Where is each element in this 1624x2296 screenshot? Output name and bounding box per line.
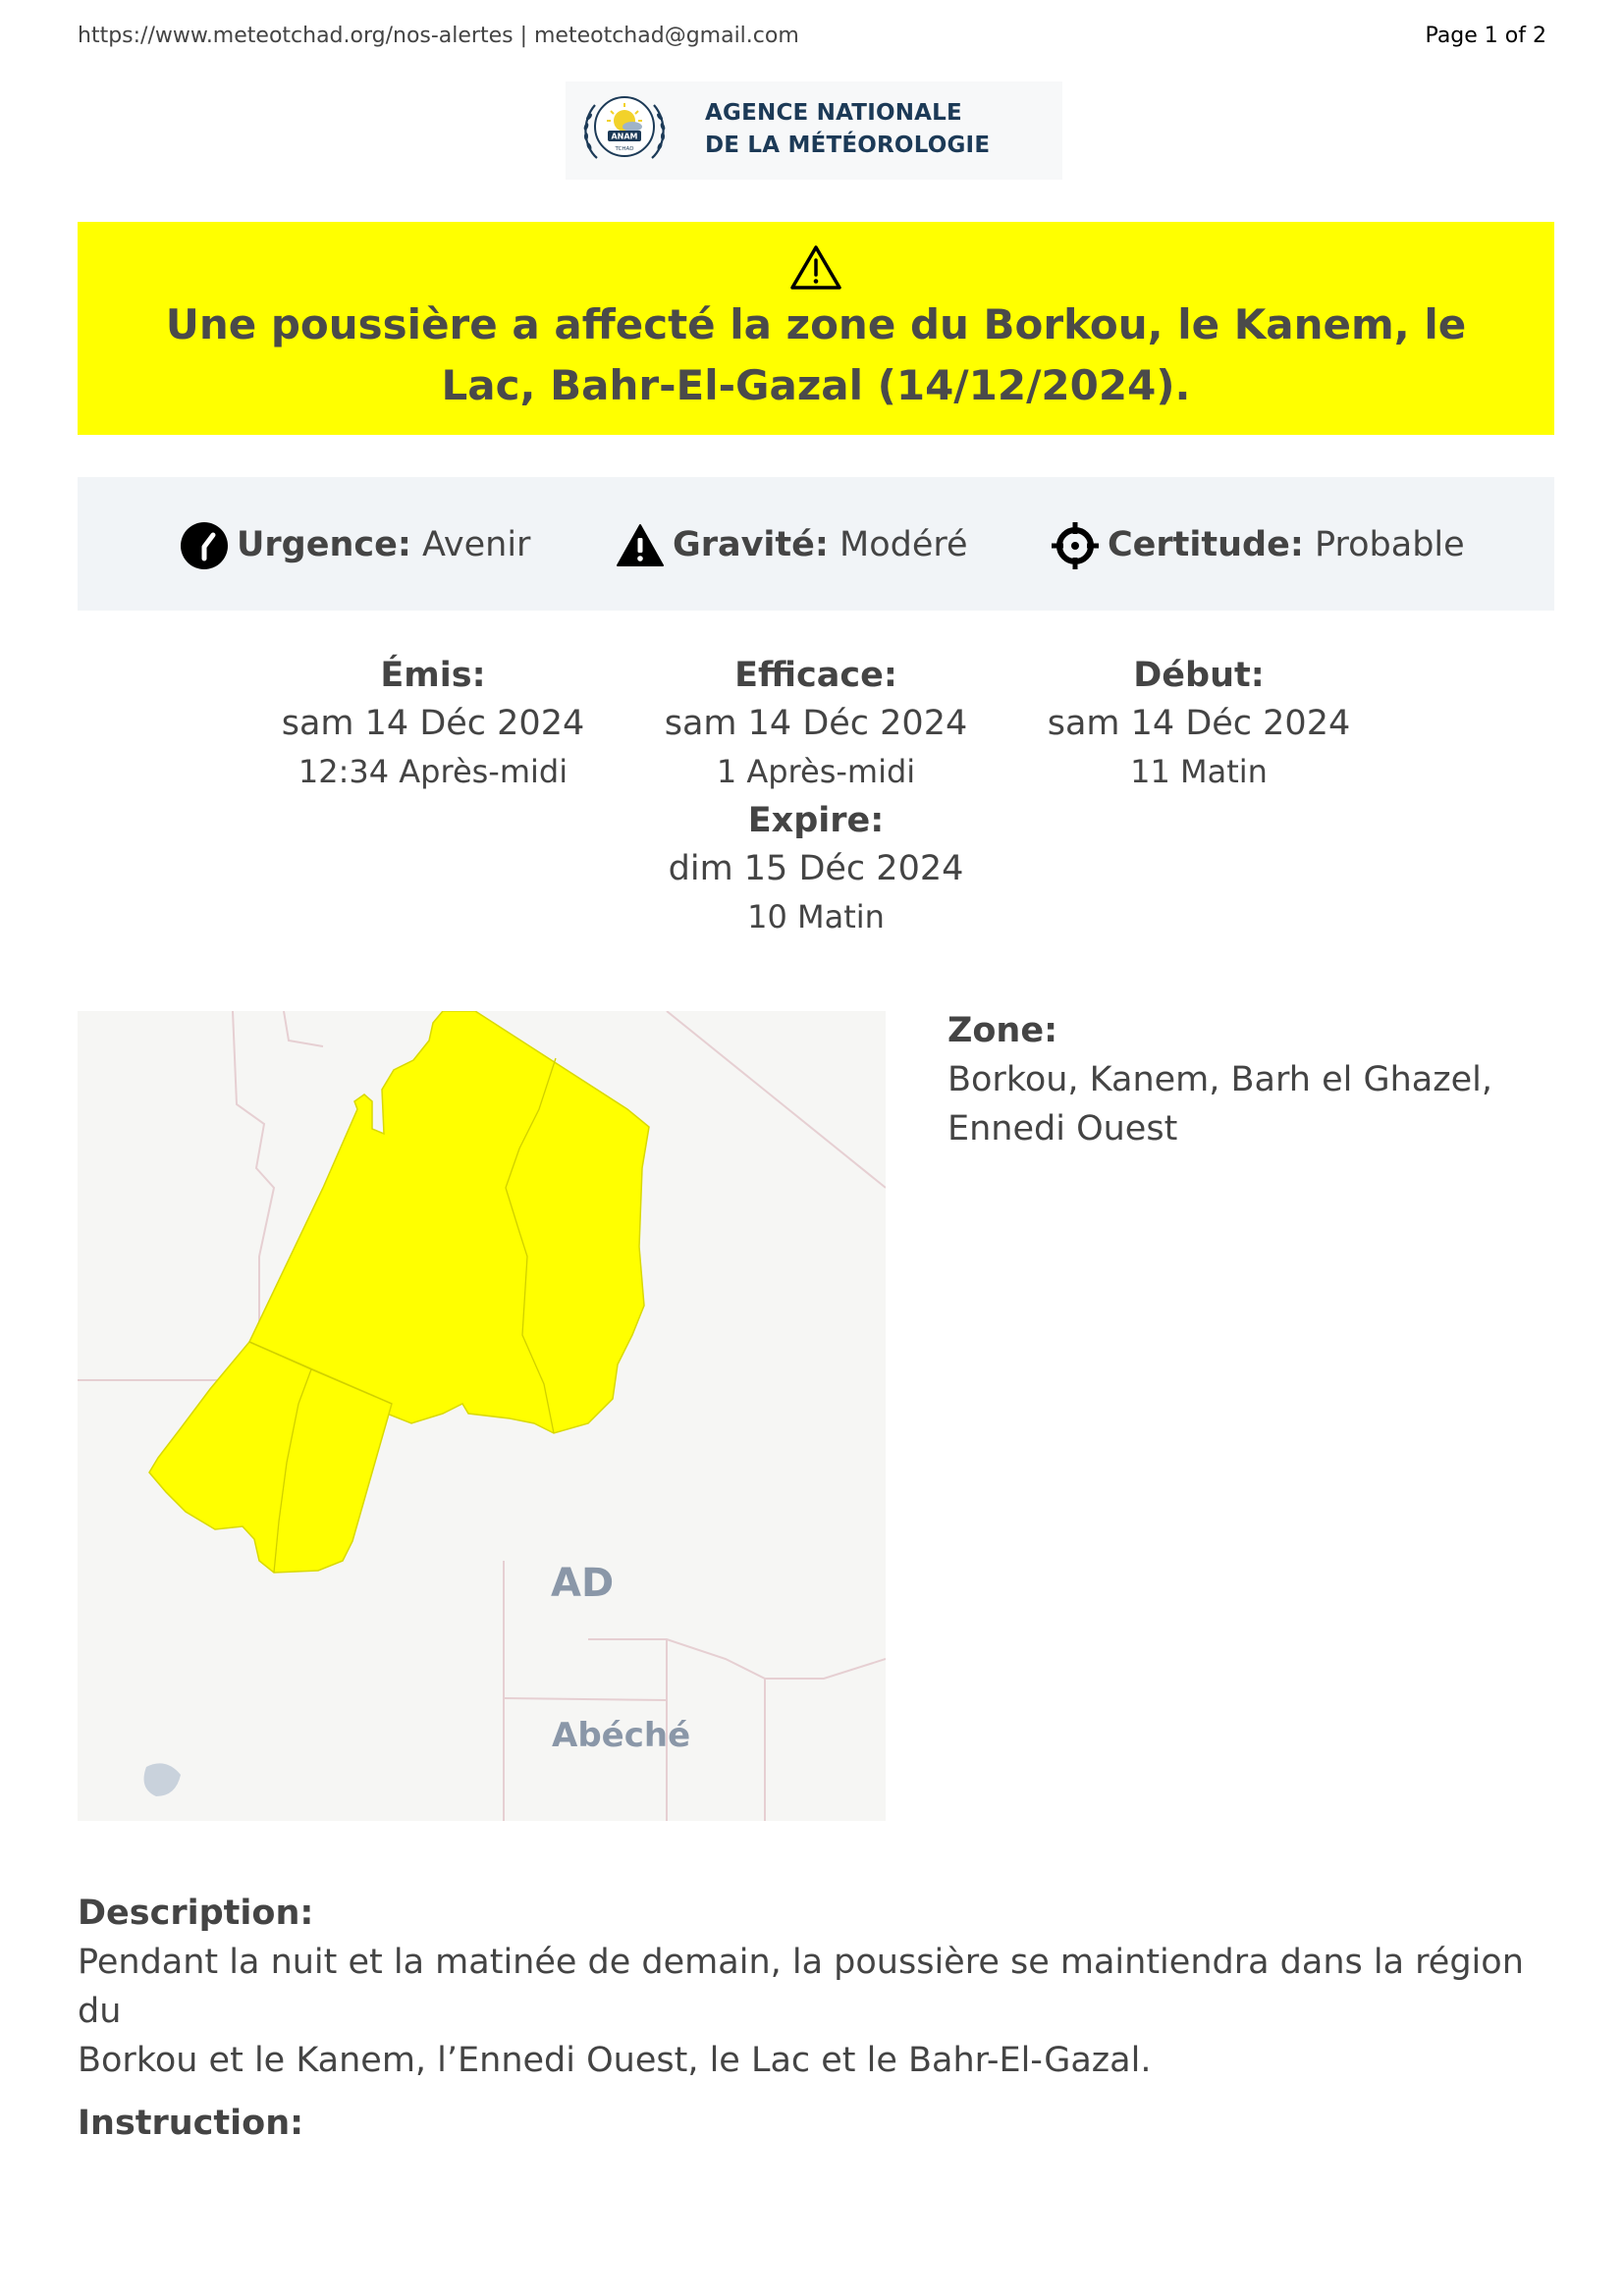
urgency-value: Avenir [422, 525, 531, 564]
map-country-label: AD [551, 1561, 615, 1606]
print-header [78, 24, 1546, 53]
zone-line-1: Borkou, Kanem, Barh el Ghazel, [947, 1060, 1492, 1099]
onset-date: sam 14 Déc 2024 [1047, 704, 1351, 743]
severity-label: Gravité: [673, 525, 829, 564]
effective-date: sam 14 Déc 2024 [664, 704, 968, 743]
agency-logo [566, 81, 1062, 180]
onset-block [1032, 652, 1366, 795]
zone-section [947, 1006, 1537, 1153]
issued-block [266, 652, 600, 795]
page-counter: Page 1 of 2 [1425, 24, 1546, 48]
description-line-2: Borkou et le Kanem, l’Ennedi Ouest, le Lac et le Bahr-El-Gazal. [78, 2041, 1152, 2080]
issued-time: 12:34 Après-midi [298, 753, 568, 790]
description-section [78, 1889, 1554, 2085]
crosshair-target-icon [1051, 521, 1100, 570]
expires-time: 10 Matin [747, 898, 885, 935]
warning-triangle-icon [789, 243, 842, 291]
agency-name-line2: DE LA MÉTÉOROLOGIE [705, 133, 991, 158]
instruction-section [78, 2099, 1554, 2148]
svg-text:TCHAD: TCHAD [615, 146, 634, 152]
alert-headline: Une poussière a affecté la zone du Borkou, le Kanem, le Lac, Bahr-El-Gazal (14/12/2024). [165, 300, 1467, 409]
certainty-label: Certitude: [1108, 525, 1304, 564]
alert-banner [78, 222, 1554, 435]
severity-strip [78, 477, 1554, 611]
svg-text:ANAM: ANAM [611, 132, 638, 141]
agency-name [705, 97, 990, 162]
severity-item [616, 520, 968, 569]
urgency-item [180, 520, 530, 569]
effective-label: Efficace: [734, 656, 897, 695]
onset-label: Début: [1133, 656, 1265, 695]
map-overlay [78, 1011, 886, 1821]
effective-time: 1 Après-midi [716, 753, 916, 790]
zone-label: Zone: [947, 1011, 1058, 1050]
description-line-1: Pendant la nuit et la matinée de demain, la poussière se maintiendra dans la région du [78, 1943, 1524, 2031]
zone-line-2: Ennedi Ouest [947, 1109, 1178, 1148]
anam-seal-icon [575, 87, 674, 176]
expires-label: Expire: [747, 801, 885, 840]
urgency-label: Urgence: [237, 525, 411, 564]
effective-block [649, 652, 983, 795]
issued-label: Émis: [380, 656, 486, 695]
exclamation-triangle-icon [616, 521, 665, 570]
affected-area-map[interactable] [78, 1011, 886, 1821]
agency-name-line1: AGENCE NATIONALE [705, 100, 962, 126]
certainty-value: Probable [1315, 525, 1465, 564]
severity-value: Modéré [839, 525, 968, 564]
onset-time: 11 Matin [1130, 753, 1268, 790]
expires-date: dim 15 Déc 2024 [668, 849, 964, 888]
clock-gauge-icon [180, 521, 229, 570]
instruction-label: Instruction: [78, 2104, 304, 2143]
description-label: Description: [78, 1894, 314, 1933]
expires-block [649, 797, 983, 940]
source-url-and-email[interactable]: https://www.meteotchad.org/nos-alertes | meteotchad@gmail.com [78, 24, 799, 48]
certainty-item [1051, 520, 1465, 569]
issued-date: sam 14 Déc 2024 [281, 704, 585, 743]
map-city-label: Abéché [552, 1716, 691, 1755]
